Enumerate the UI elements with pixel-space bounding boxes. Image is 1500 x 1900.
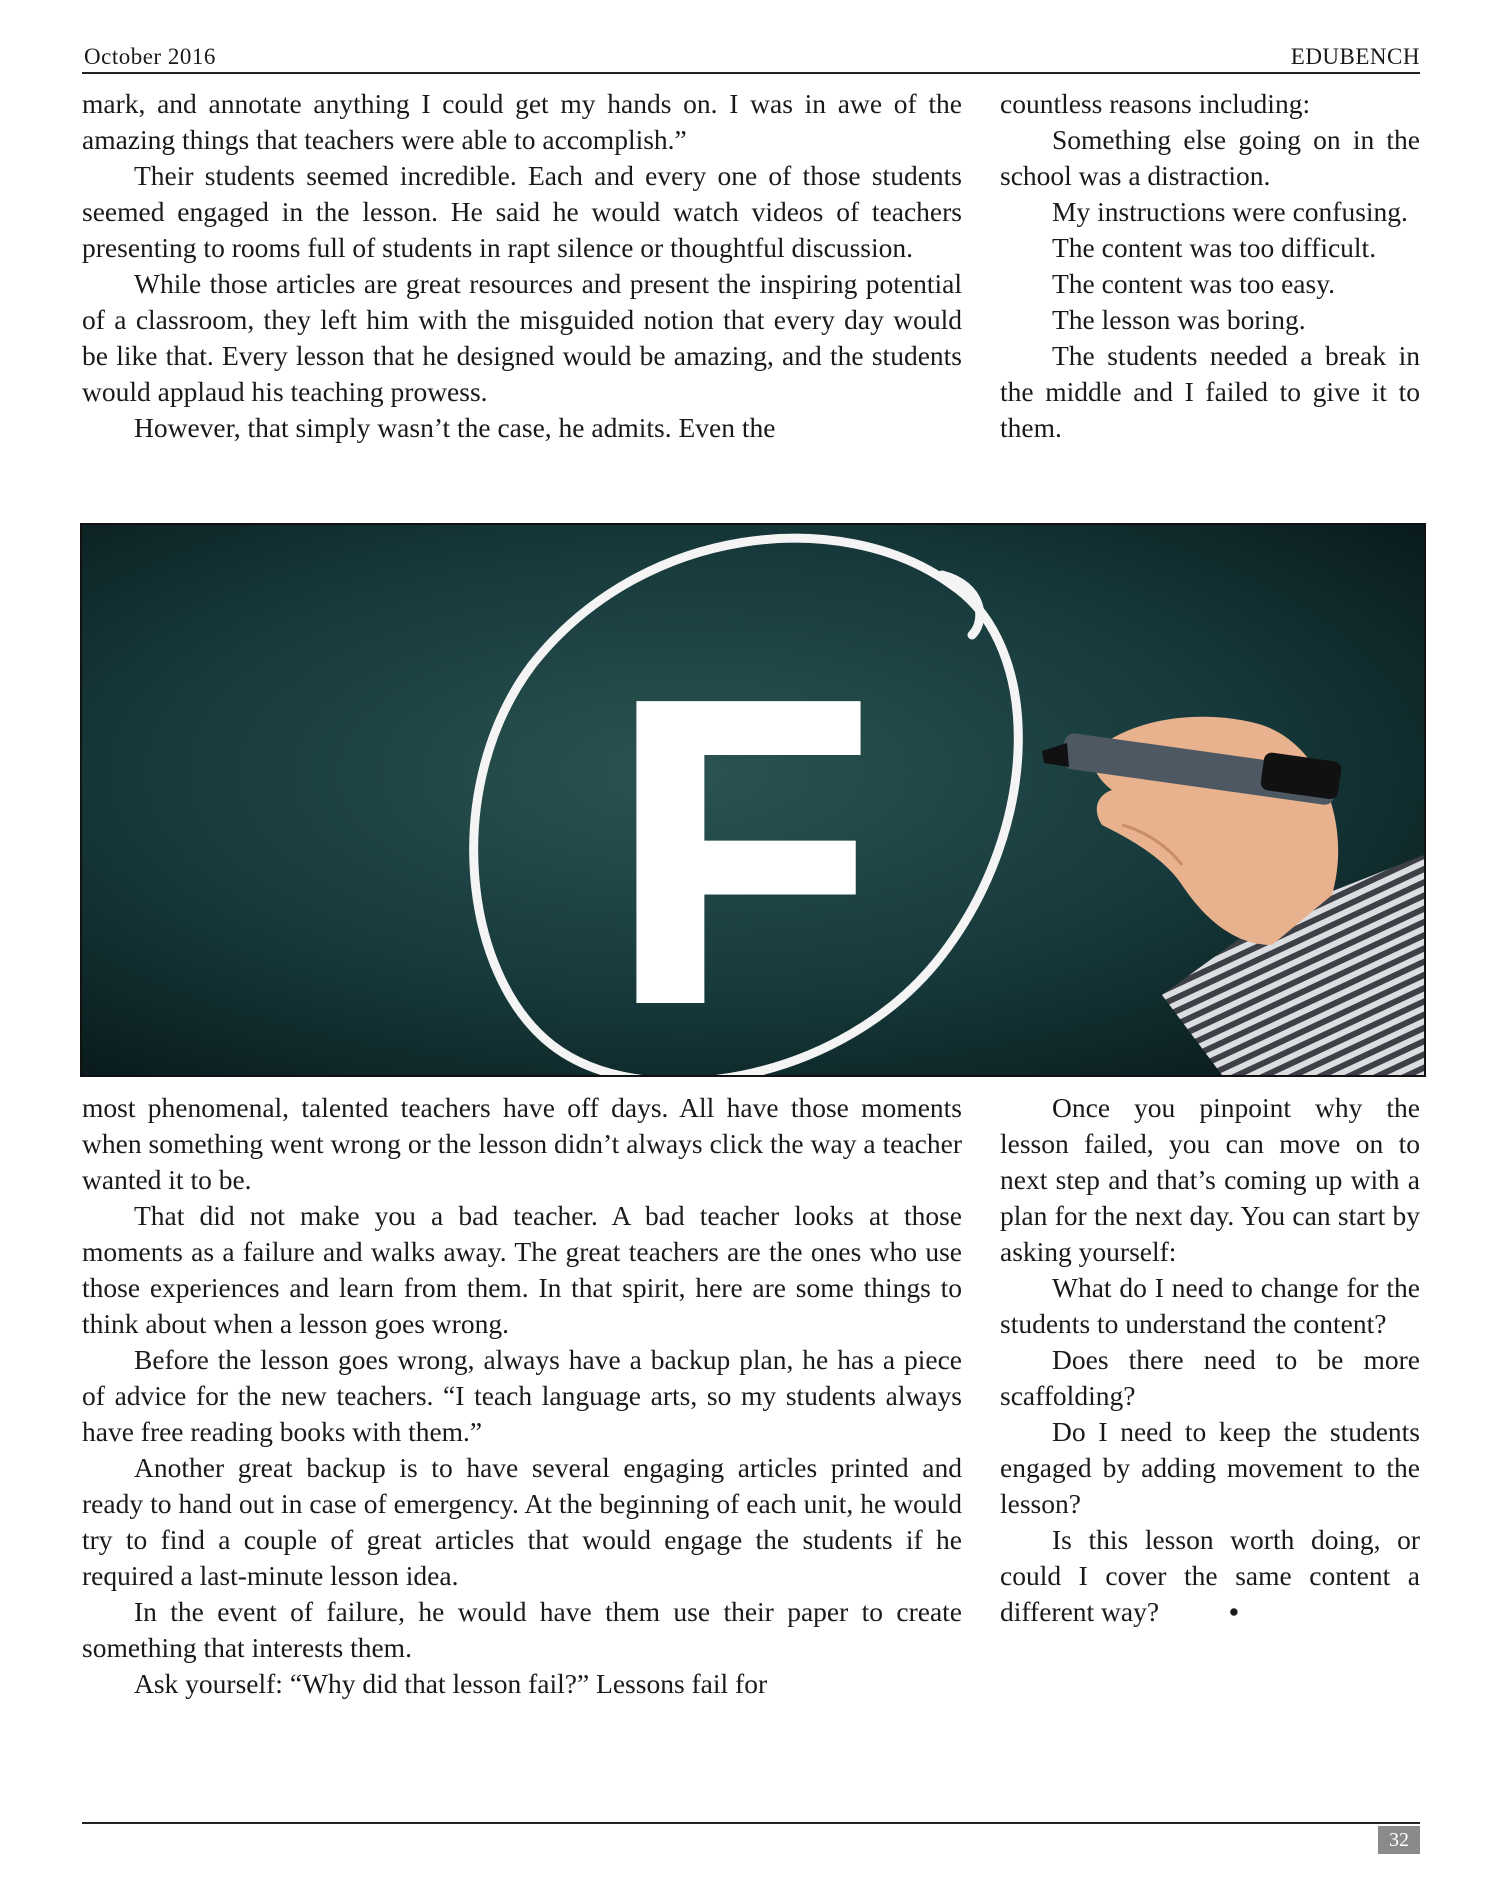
article-end-mark: • — [1229, 1596, 1239, 1627]
page-number: 32 — [1378, 1826, 1420, 1854]
paragraph: However, that simply wasn’t the case, he admits. Even the — [134, 412, 776, 443]
paragraph: The students needed a break in the middle and I failed to give it to them. — [1000, 340, 1420, 443]
paragraph: Their students seemed incredible. Each and every one of those students seemed engaged in the lesson. He said he would watch videos of teachers presenting to rooms full of students in rapt silence or thoughtful discussion. — [82, 160, 962, 263]
paragraph: That did not make you a bad teacher. A bad teacher looks at those moments as a failure and walks away. The great teachers are the ones who use those experiences and learn from them. In that spirit, here are some things to think about when a lesson goes wrong. — [82, 1200, 962, 1339]
paragraph: mark, and annotate anything I could get my hands on. I was in awe of the amazing things that teachers were able to accomplish.” — [82, 88, 962, 155]
paragraph: My instructions were confusing. — [1052, 196, 1408, 227]
article-column-bottom-left — [82, 1090, 962, 1702]
paragraph: Once you pinpoint why the lesson failed, you can move on to next step and that’s coming up with a plan for the next day. You can start by asking yourself: — [1000, 1092, 1420, 1267]
paragraph: The content was too easy. — [1052, 268, 1336, 299]
paragraph: The lesson was boring. — [1052, 304, 1306, 335]
paragraph: While those articles are great resources and present the inspiring potential of a classroom, they left him with the misguided notion that every day would be like that. Every lesson that he designed would be amazing, and the students would applaud his teaching prowess. — [82, 268, 962, 407]
paragraph: Before the lesson goes wrong, always have a backup plan, he has a piece of advice for the new teachers. “I teach language arts, so my students always have free reading books with them.” — [82, 1344, 962, 1447]
paragraph: countless reasons including: — [1000, 88, 1311, 119]
issue-date: October 2016 — [84, 44, 216, 69]
paragraph: Another great backup is to have several engaging articles printed and ready to hand out in case of emergency. At the beginning of each unit, he would try to find a couple of great articles that would engage the students if he required a last-minute lesson idea. — [82, 1452, 962, 1591]
paragraph: In the event of failure, he would have them use their paper to create something that interests them. — [82, 1596, 962, 1663]
publication-name: EDUBENCH — [1290, 44, 1420, 69]
paragraph: Does there need to be more scaffolding? — [1000, 1344, 1420, 1411]
article-column-top-right — [1000, 86, 1420, 446]
paragraph: What do I need to change for the students to understand the content? — [1000, 1272, 1420, 1339]
paragraph: Ask yourself: “Why did that lesson fail?” Lessons fail for — [134, 1668, 768, 1699]
paragraph: Is this lesson worth doing, or could I cover the same content a different way? • — [1000, 1522, 1420, 1630]
footer-rule — [82, 1822, 1420, 1824]
article-column-top-left — [82, 86, 962, 446]
article-column-bottom-right — [1000, 1090, 1420, 1630]
paragraph: Something else going on in the school was a distraction. — [1000, 124, 1420, 191]
page-header — [82, 42, 1420, 74]
article-illustration — [80, 523, 1426, 1077]
grade-letter: F — [610, 612, 874, 1075]
paragraph: Do I need to keep the students engaged by adding movement to the lesson? — [1000, 1416, 1420, 1519]
paragraph: The content was too difficult. — [1052, 232, 1377, 263]
paragraph: most phenomenal, talented teachers have off days. All have those moments when something went wrong or the lesson didn’t always click the way a teacher wanted it to be. — [82, 1092, 962, 1195]
